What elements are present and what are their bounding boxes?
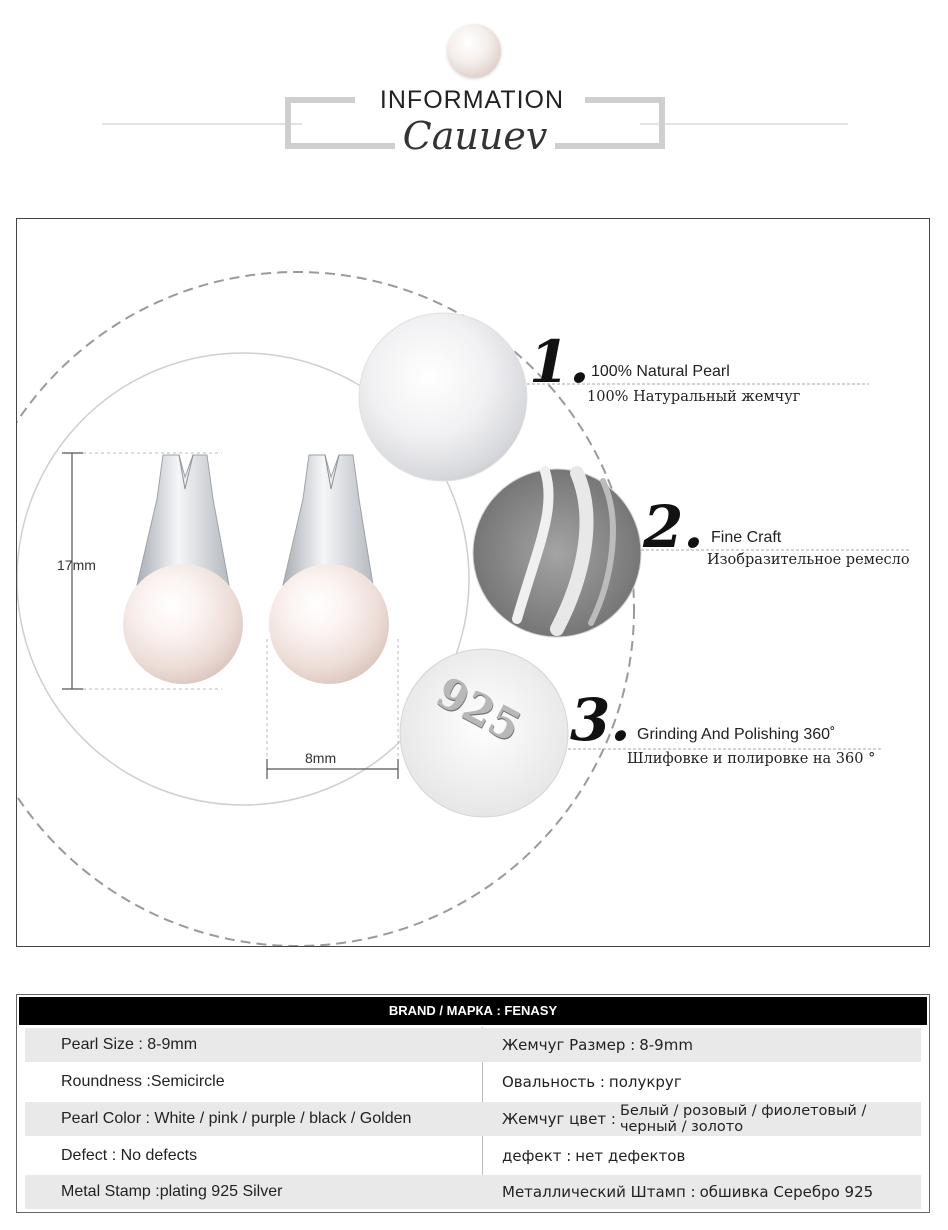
panel-illustration — [17, 219, 930, 947]
feature-craft-closeup — [473, 469, 641, 637]
spec-en: Roundness :Semicircle — [61, 1073, 225, 1090]
table-row — [25, 1065, 921, 1099]
spec-ru — [502, 1028, 917, 1062]
silver-925-stamp: 925 — [428, 667, 530, 752]
pearl-left — [123, 564, 243, 684]
spec-ru-key: Металлический Штамп : — [502, 1183, 696, 1201]
spec-ru-value: Белый / розовый / фиолетовый / черный / золото — [619, 1103, 867, 1135]
product-feature-panel — [16, 218, 930, 947]
feature-pearl-closeup — [359, 313, 527, 481]
header-title: INFORMATION — [379, 86, 565, 114]
spec-ru — [502, 1175, 917, 1209]
spec-en: Defect : No defects — [61, 1147, 198, 1164]
spec-ru-key: дефект : — [502, 1147, 572, 1165]
spec-ru — [502, 1065, 917, 1099]
feature-2-title-ru: Изобразительное ремесло — [707, 552, 910, 568]
spec-table — [16, 994, 930, 1213]
feature-2-title-en: Fine Craft — [711, 529, 782, 546]
header-frame-bottom-left — [285, 143, 397, 149]
table-row — [25, 1175, 921, 1209]
feature-1-title-en: 100% Natural Pearl — [591, 363, 730, 380]
width-label: 8mm — [305, 750, 337, 766]
earring-right — [269, 455, 389, 684]
spec-ru-key: Овальность : — [502, 1073, 605, 1091]
feature-1-title-ru: 100% Натуральный жемчуг — [587, 389, 801, 405]
feature-3-title-en: Grinding And Polishing 360˚ — [637, 726, 836, 743]
feature-1-number: 1. — [529, 328, 590, 396]
spec-ru-value: нет дефектов — [575, 1147, 686, 1165]
feature-2-number: 2. — [643, 493, 704, 561]
spec-ru-value: 8-9mm — [639, 1036, 693, 1054]
spec-en: Pearl Size : 8-9mm — [61, 1036, 198, 1053]
header-pearl-image — [447, 24, 501, 78]
spec-ru-value: полукруг — [608, 1073, 682, 1091]
spec-ru-key: Жемчуг Размер : — [502, 1036, 636, 1054]
feature-3-title-ru: Шлифовке и полировке на 360 ° — [627, 751, 876, 767]
table-row — [25, 1139, 921, 1173]
table-row — [25, 1102, 921, 1136]
spec-ru-value: обшивка Серебро 925 — [699, 1183, 874, 1201]
spec-ru — [502, 1139, 917, 1173]
spec-table-header: BRAND / МАРКА : FENASY — [19, 997, 927, 1025]
spec-ru-key: Жемчуг цвет : — [502, 1110, 616, 1128]
feature-3-number: 3. — [570, 686, 631, 754]
spec-en: Pearl Color : White / pink / purple / black / Golden — [61, 1110, 412, 1127]
spec-en: Metal Stamp :plating 925 Silver — [61, 1183, 283, 1200]
header-frame-right — [585, 97, 665, 149]
header-frame-left — [285, 97, 355, 149]
header-subtitle-script: Cauuev — [395, 114, 555, 158]
pearl-right — [269, 564, 389, 684]
header-right-rule — [640, 123, 848, 125]
earring-left — [123, 455, 243, 684]
height-label: 17mm — [57, 557, 96, 573]
header-left-rule — [102, 123, 302, 125]
spec-ru — [502, 1102, 917, 1136]
table-row — [25, 1028, 921, 1062]
header-frame-bottom-right — [548, 143, 665, 149]
